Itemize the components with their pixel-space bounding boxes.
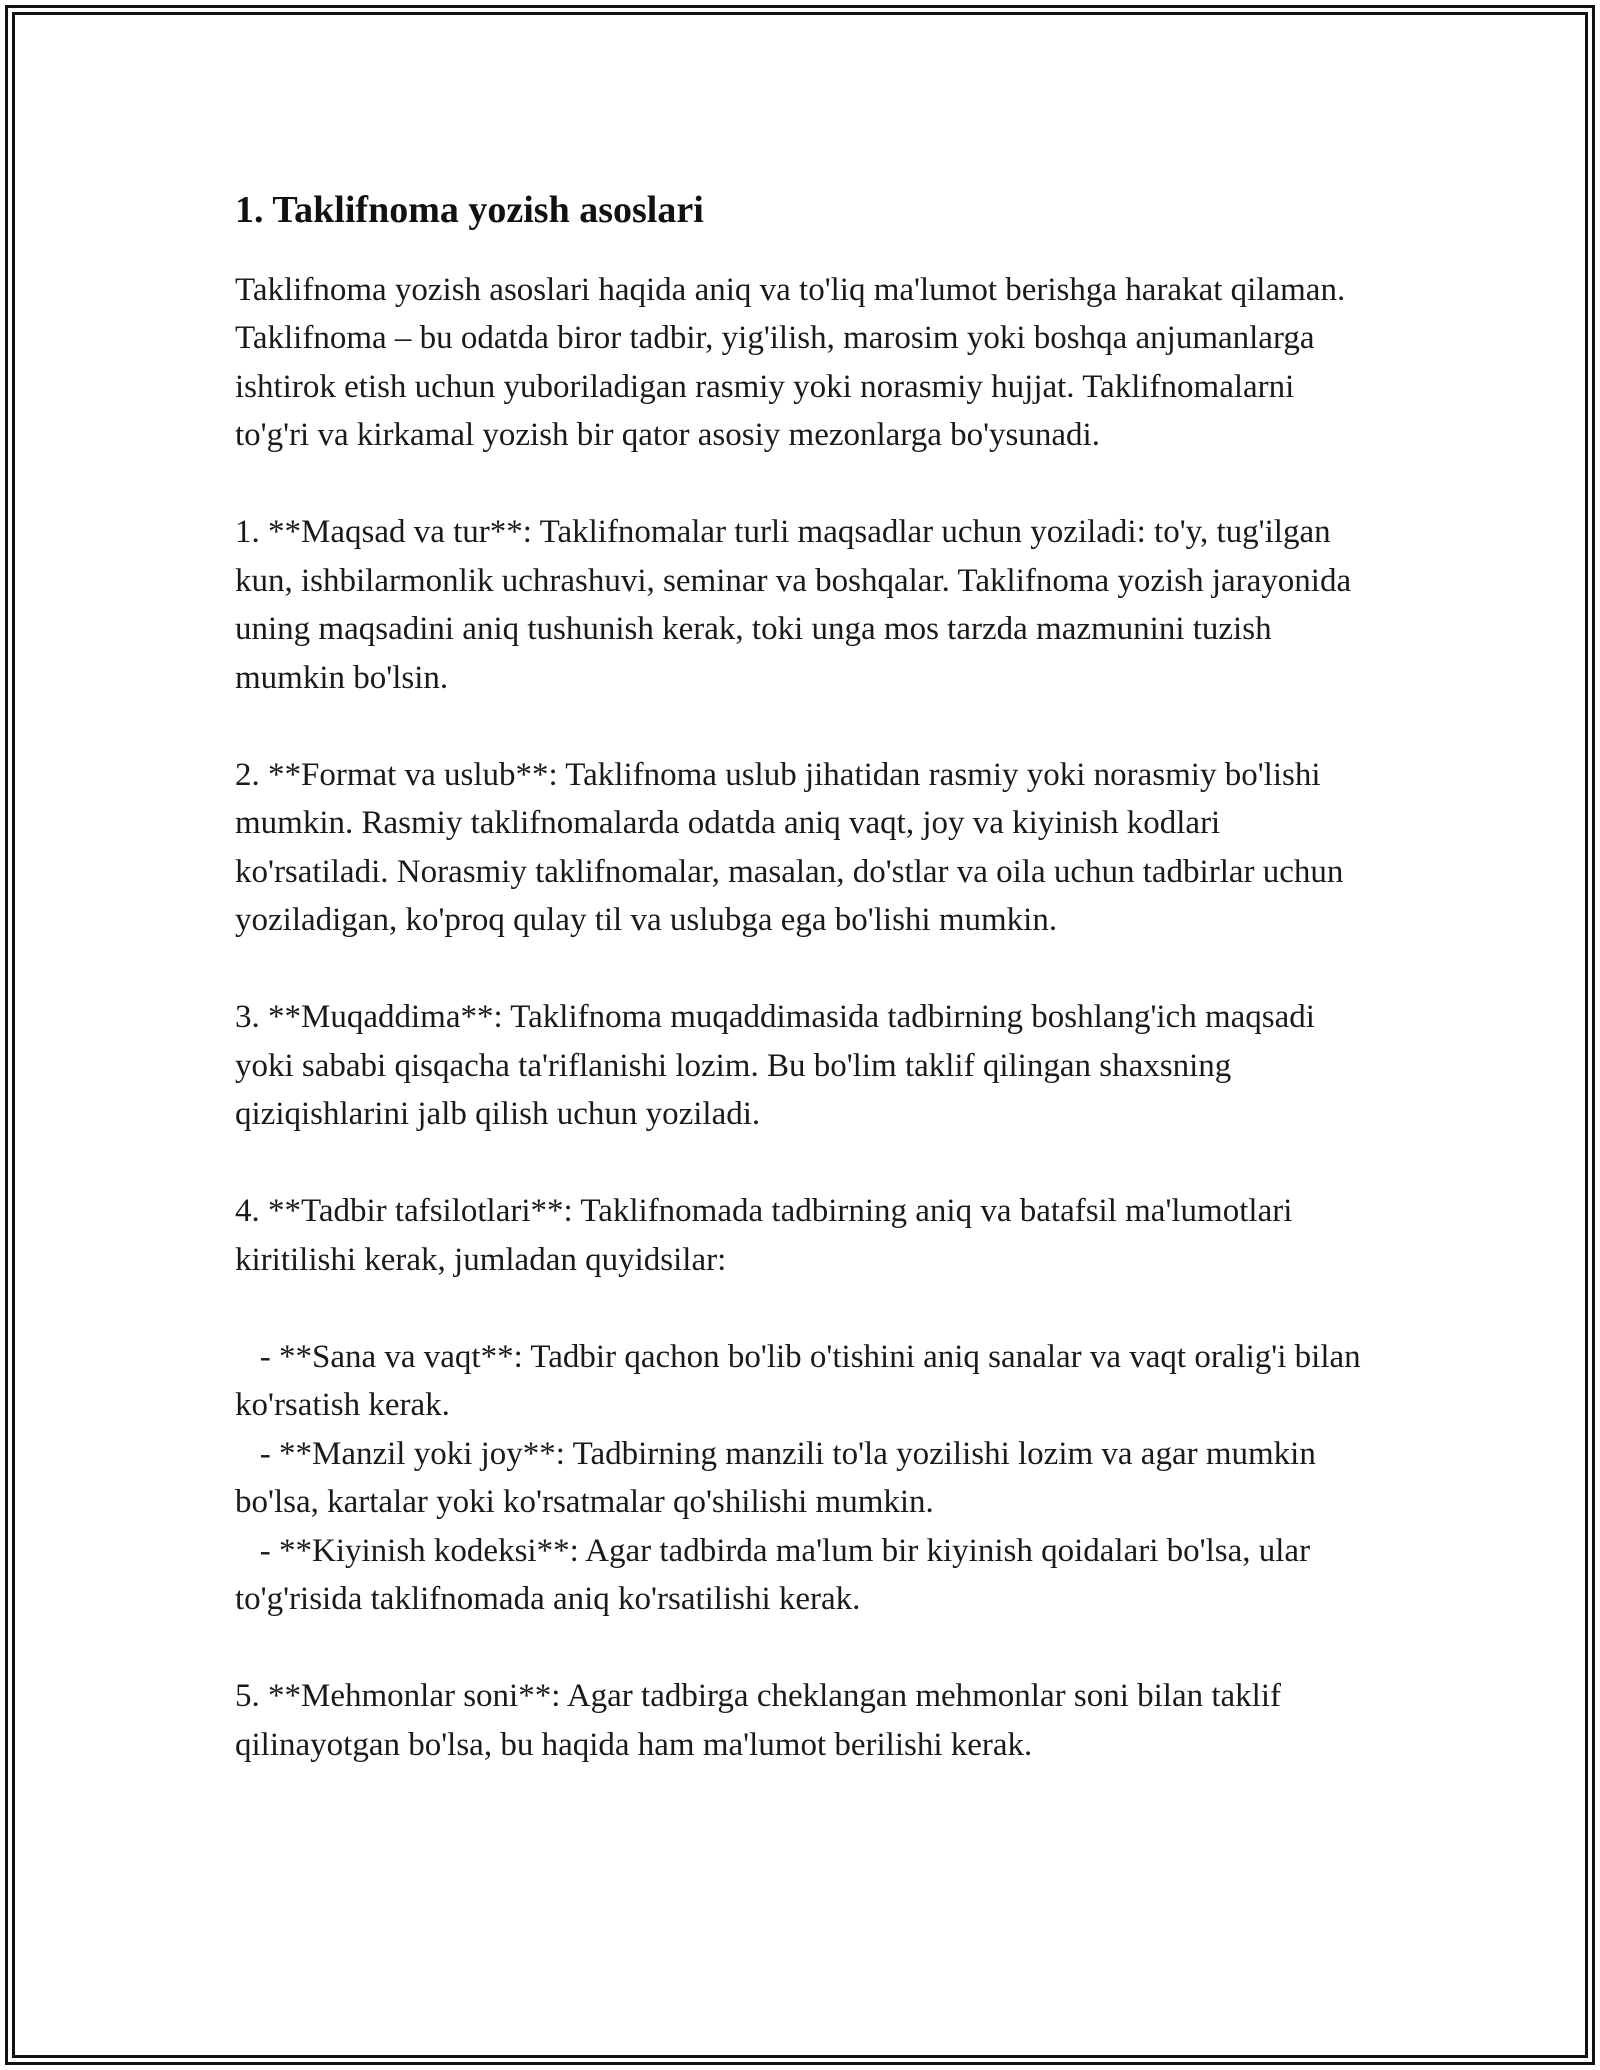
sub-item-manzil: - **Manzil yoki joy**: Tadbirning manzili to'la yozilishi lozim va agar mumkin bo'lsa, kartalar yoki ko'rsatmalar qo'shilishi mumkin. [235, 1435, 1325, 1521]
list-item-maqsad: 1. **Maqsad va tur**: Taklifnomalar turli maqsadlar uchun yoziladi: to'y, tug'ilgan kun, ishbilarmonlik uchrashuvi, seminar va boshqalar. Taklifnoma yozish jarayonida uning maqsadini aniq tushunish kerak, toki unga mos tarzda mazmunini tuzish mumkin bo'lsin. [235, 514, 1352, 696]
paragraph-gap [235, 1139, 1375, 1188]
sub-item-kiyinish: - **Kiyinish kodeksi**: Agar tadbirda ma'lum bir kiyinish qoidalari bo'lsa, ular to'g'risida taklifnomada aniq ko'rsatilishi kerak. [235, 1532, 1319, 1618]
intro-paragraph: Taklifnoma yozish asoslari haqida aniq va to'liq ma'lumot berishga harakat qilaman. Taklifnoma – bu odatda biror tadbir, yig'ilish, marosim yoki boshqa anjumanlarga ishtirok etish uchun yuboriladigan rasmiy yoki norasmiy hujjat. Taklifnomalarni to'g'ri va kirkamal yozish bir qator asosiy mezonlarga bo'ysunadi. [235, 271, 1346, 454]
paragraph-gap [235, 460, 1375, 509]
list-item-muqaddima: 3. **Muqaddima**: Taklifnoma muqaddimasida tadbirning boshlang'ich maqsadi yoki sababi qisqacha ta'riflanishi lozim. Bu bo'lim taklif qilingan shaxsning qiziqishlarini jalb qilish uchun yoziladi. [235, 999, 1315, 1133]
list-item-tadbir-tafsilotlari: 4. **Tadbir tafsilotlari**: Taklifnomada tadbirning aniq va batafsil ma'lumotlari kiritilishi kerak, jumladan quyidsilar: [235, 1193, 1293, 1278]
paragraph-gap [235, 945, 1375, 994]
list-item-mehmonlar: 5. **Mehmonlar soni**: Agar tadbirga cheklangan mehmonlar soni bilan taklif qilinayotgan bo'lsa, bu haqida ham ma'lumot berilishi kerak. [235, 1678, 1281, 1763]
list-item-format: 2. **Format va uslub**: Taklifnoma uslub jihatidan rasmiy yoki norasmiy bo'lishi mumkin. Rasmiy taklifnomalarda odatda aniq vaqt, joy va kiyinish kodlari ko'rsatiladi. Norasmiy taklifnomalar, masalan, do'stlar va oila uchun tadbirlar uchun yoziladigan, ko'proq qulay til va uslubga ega bo'lishi mumkin. [235, 756, 1344, 939]
paragraph-gap [235, 1624, 1375, 1673]
sub-item-sana-vaqt: - **Sana va vaqt**: Tadbir qachon bo'lib o'tishini aniq sanalar va vaqt oralig'i bilan ko'rsatish kerak. [235, 1338, 1369, 1424]
document-title: 1. Taklifnoma yozish asoslari [235, 189, 704, 231]
document-body [235, 188, 1375, 1769]
paragraph-gap [235, 702, 1375, 751]
paragraph-gap [235, 1284, 1375, 1333]
